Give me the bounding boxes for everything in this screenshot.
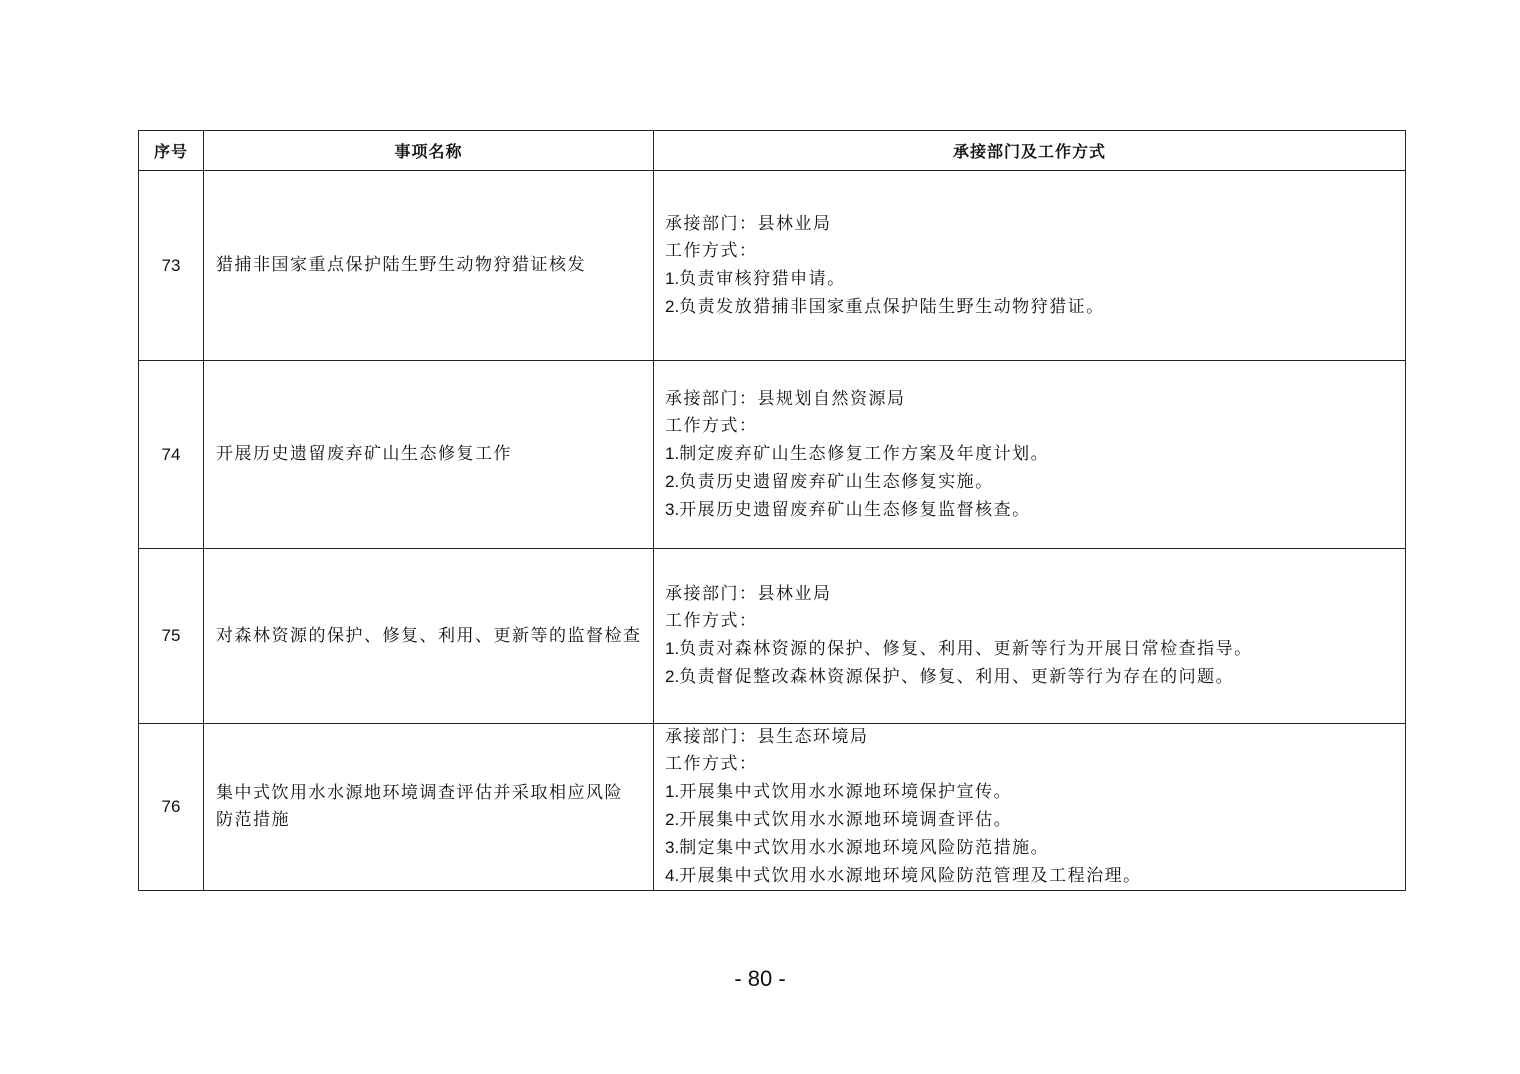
method-item <box>665 293 1397 321</box>
method-item <box>665 862 1397 890</box>
dept-method-cell <box>654 549 1406 724</box>
item-number: 2. <box>665 667 680 686</box>
item-number: 3. <box>665 499 680 519</box>
dept-line: 承接部门：县林业局 <box>665 584 832 604</box>
table-row <box>139 549 1406 724</box>
table-row <box>139 724 1406 891</box>
method-item <box>665 663 1397 691</box>
row-number: 76 <box>139 724 204 891</box>
item-number: 1. <box>665 782 680 801</box>
method-line: 工作方式： <box>665 611 758 631</box>
method-item <box>665 834 1397 862</box>
table-header-row <box>139 131 1406 171</box>
header-name: 事项名称 <box>204 131 654 171</box>
header-no: 序号 <box>139 131 204 171</box>
item-text: 开展集中式饮用水水源地环境保护宣传。 <box>679 782 1013 802</box>
dept-line: 承接部门：县林业局 <box>665 213 832 234</box>
method-item <box>665 806 1397 834</box>
matter-name: 猎捕非国家重点保护陆生野生动物狩猎证核发 <box>204 171 654 361</box>
item-text: 负责审核狩猎申请。 <box>679 268 846 289</box>
item-number: 1. <box>665 443 680 463</box>
item-number: 4. <box>665 866 680 885</box>
table-row <box>139 361 1406 549</box>
header-dept: 承接部门及工作方式 <box>654 131 1406 171</box>
table-row <box>139 171 1406 361</box>
method-item <box>665 635 1397 663</box>
method-line: 工作方式： <box>665 754 758 774</box>
item-text: 制定废弃矿山生态修复工作方案及年度计划。 <box>679 443 1050 464</box>
item-text: 开展集中式饮用水水源地环境调查评估。 <box>679 810 1013 830</box>
method-item <box>665 440 1397 468</box>
item-text: 负责发放猎捕非国家重点保护陆生野生动物狩猎证。 <box>679 296 1105 317</box>
item-number: 1. <box>665 268 680 288</box>
row-number: 73 <box>139 171 204 361</box>
row-number: 74 <box>139 361 204 549</box>
item-number: 2. <box>665 296 680 316</box>
dept-line: 承接部门：县规划自然资源局 <box>665 388 906 409</box>
dept-method-cell <box>654 361 1406 549</box>
matters-table <box>138 130 1406 891</box>
dept-line: 承接部门：县生态环境局 <box>665 727 869 747</box>
method-line: 工作方式： <box>665 415 758 436</box>
row-number: 75 <box>139 549 204 724</box>
item-text: 负责对森林资源的保护、修复、利用、更新等行为开展日常检查指导。 <box>679 639 1253 659</box>
item-number: 2. <box>665 810 680 829</box>
item-text: 开展历史遗留废弃矿山生态修复监督核查。 <box>679 499 1031 520</box>
method-item <box>665 496 1397 524</box>
page-number: - 80 - <box>734 966 786 991</box>
matter-name-line: 防范措施 <box>216 810 290 830</box>
item-number: 2. <box>665 471 680 491</box>
method-item <box>665 468 1397 496</box>
item-text: 开展集中式饮用水水源地环境风险防范管理及工程治理。 <box>679 866 1142 886</box>
matter-name-line: 集中式饮用水水源地环境调查评估并采取相应风险 <box>216 783 623 803</box>
dept-method-cell <box>654 724 1406 891</box>
item-text: 制定集中式饮用水水源地环境风险防范措施。 <box>679 838 1050 858</box>
item-number: 3. <box>665 838 680 857</box>
method-item <box>665 265 1397 293</box>
method-item <box>665 778 1397 806</box>
matter-name: 开展历史遗留废弃矿山生态修复工作 <box>204 361 654 549</box>
dept-method-cell <box>654 171 1406 361</box>
method-line: 工作方式： <box>665 240 758 261</box>
matter-name <box>204 724 654 891</box>
item-text: 负责历史遗留废弃矿山生态修复实施。 <box>679 471 994 492</box>
item-number: 1. <box>665 639 680 658</box>
item-text: 负责督促整改森林资源保护、修复、利用、更新等行为存在的问题。 <box>679 667 1235 687</box>
matter-name: 对森林资源的保护、修复、利用、更新等的监督检查 <box>204 549 654 724</box>
